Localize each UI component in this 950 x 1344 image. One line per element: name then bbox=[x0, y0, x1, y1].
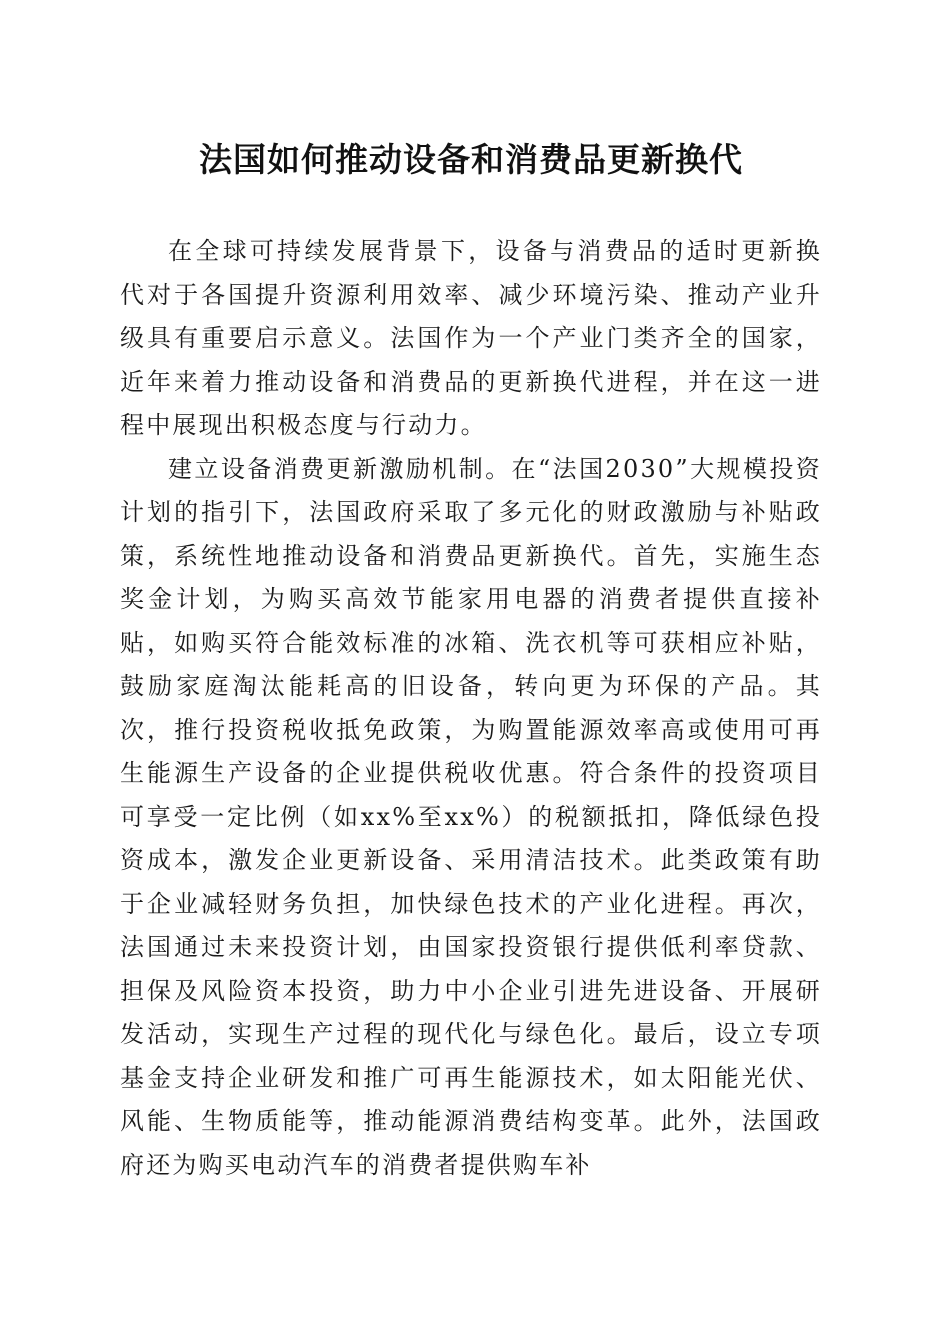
document-title: 法国如何推动设备和消费品更新换代 bbox=[199, 140, 743, 179]
paragraph-incentive-mechanism: 建立设备消费更新激励机制。在“法国2030”大规模投资计划的指引下，法国政府采取了多元化的财政激励与补贴政策，系统性地推动设备和消费品更新换代。首先，实施生态奖金计划，为购买高效节能家用电器的消费者提供直接补贴，如购买符合能效标准的冰箱、洗衣机等可获相应补贴，鼓励家庭淘汰能耗高的旧设备，转向更为环保的产品。其次，推行投资税收抵免政策，为购置能源效率高或使用可再生能源生产设备的企业提供税收优惠。符合条件的投资项目可享受一定比例（如xx%至xx%）的税额抵扣，降低绿色投资成本，激发企业更新设备、采用清洁技术。此类政策有助于企业减轻财务负担，加快绿色技术的产业化进程。再次，法国通过未来投资计划，由国家投资银行提供低利率贷款、担保及风险资本投资，助力中小企业引进先进设备、开展研发活动，实现生产过程的现代化与绿色化。最后，设立专项基金支持企业研发和推广可再生能源技术，如太阳能光伏、风能、生物质能等，推动能源消费结构变革。此外，法国政府还为购买电动汽车的消费者提供购车补 bbox=[120, 454, 822, 1179]
paragraph-intro: 在全球可持续发展背景下，设备与消费品的适时更新换代对于各国提升资源利用效率、减少环境污染、推动产业升级具有重要启示意义。法国作为一个产业门类齐全的国家，近年来着力推动设备和消费品的更新换代进程，并在这一进程中展现出积极态度与行动力。 bbox=[120, 237, 822, 439]
